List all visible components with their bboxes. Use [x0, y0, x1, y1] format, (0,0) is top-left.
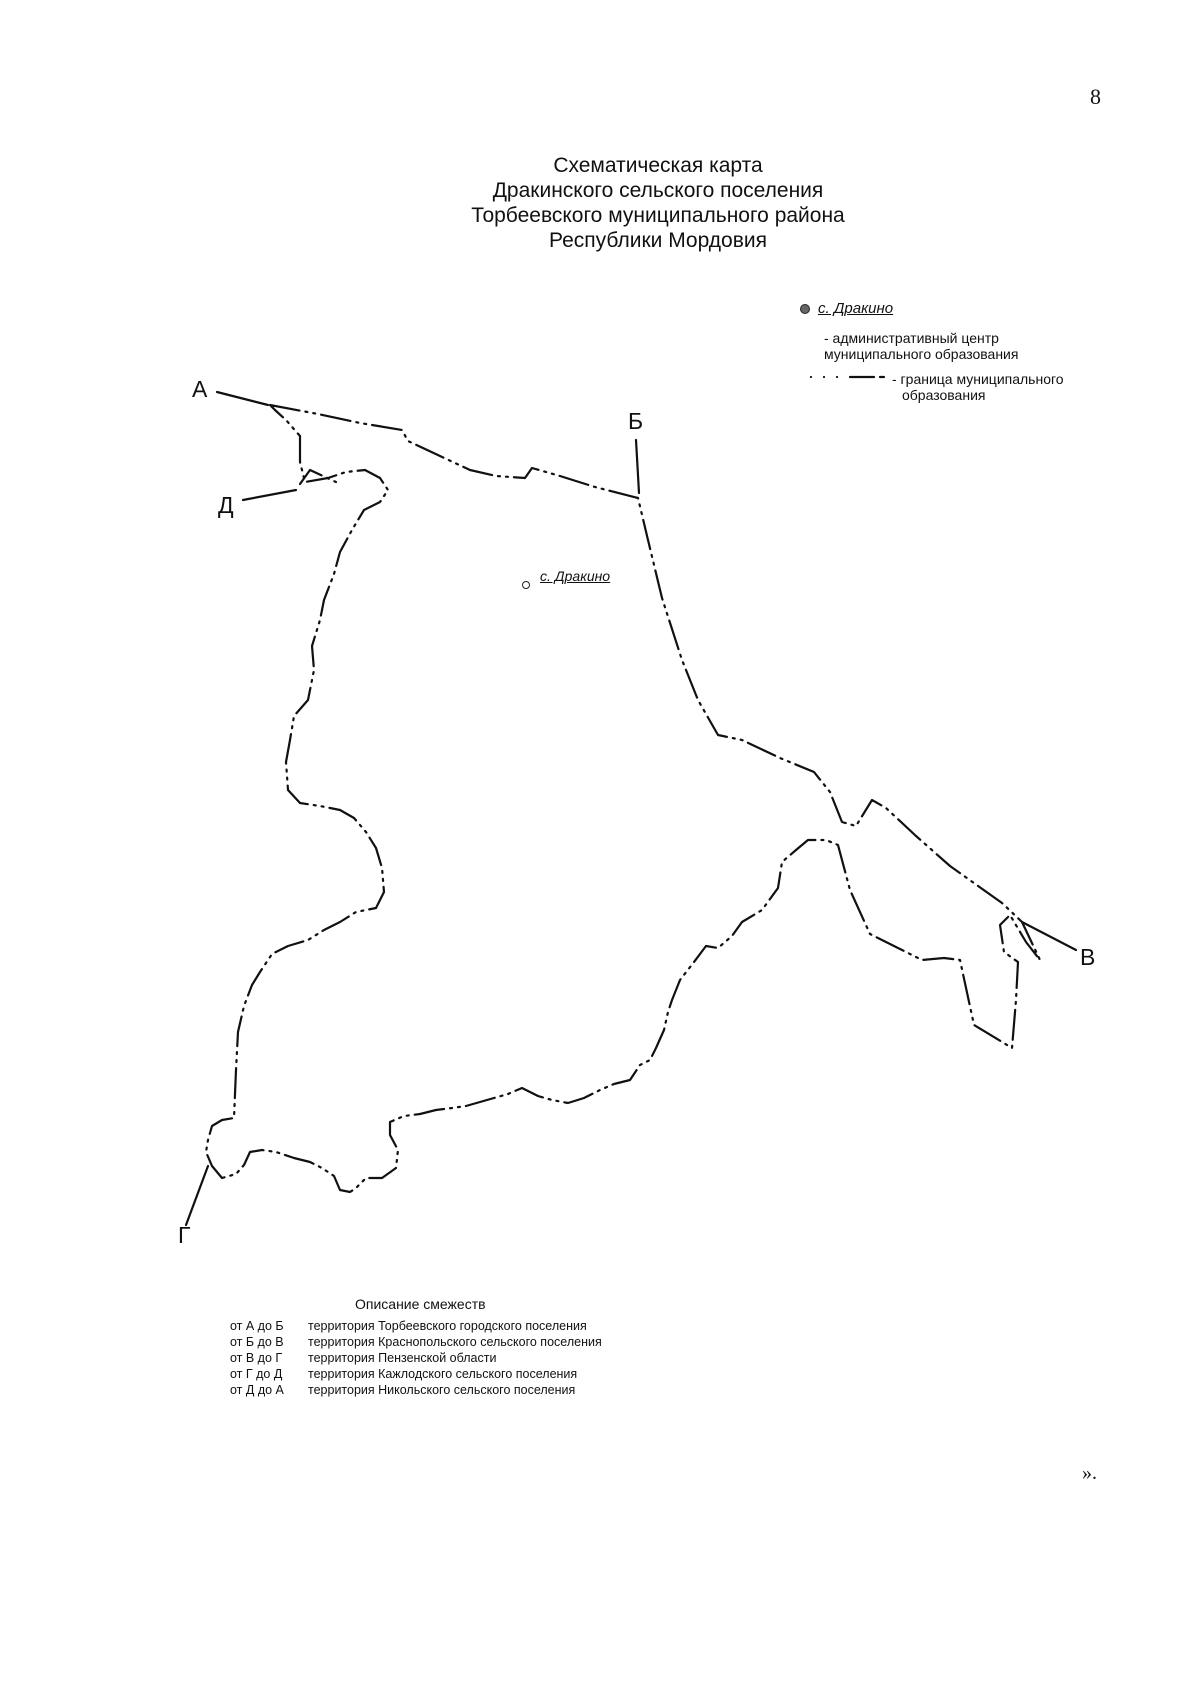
closing-quote-mark: ».	[1082, 1462, 1097, 1484]
page-number: 8	[1090, 84, 1101, 109]
map-village-label: с. Дракино	[540, 568, 611, 584]
adjacency-row	[230, 1318, 587, 1334]
legend-center-line-2: муниципального образования	[824, 346, 1019, 362]
title-line-4: Республики Мордовия	[549, 229, 767, 252]
boundary-line	[206, 405, 1040, 1192]
leader-line-a	[217, 392, 268, 405]
title-line-2: Дракинского сельского поселения	[492, 179, 824, 202]
legend-border-description	[892, 371, 1064, 403]
adjacency-from-to: от А до Б	[230, 1319, 284, 1333]
corner-label-a: А	[192, 376, 208, 402]
legend-center-description	[824, 330, 1018, 362]
village-marker-icon	[800, 304, 810, 314]
legend-border-line-2: образования	[902, 387, 986, 403]
title-line-3: Торбеевского муниципального района	[471, 204, 845, 227]
leader-line-d	[243, 490, 296, 500]
adjacency-row	[230, 1334, 602, 1350]
legend-center-row	[800, 300, 893, 317]
adjacency-title: Описание смежеств	[355, 1296, 486, 1312]
legend-center-line-1: - административный центр	[824, 330, 999, 346]
adjacency-row	[230, 1366, 577, 1382]
adjacency-territory: территория Торбеевского городского поселения	[308, 1319, 587, 1333]
title-line-1: Схематическая карта	[553, 154, 763, 177]
adjacency-from-to: от Д до А	[230, 1383, 284, 1397]
adjacency-territory: территория Никольского сельского поселения	[308, 1383, 576, 1397]
corner-label-b: Б	[628, 408, 644, 434]
adjacency-territory: территория Пензенской области	[308, 1351, 497, 1365]
corner-label-d: Д	[218, 492, 234, 518]
leader-line-g	[186, 1166, 208, 1225]
adjacency-row	[230, 1350, 496, 1366]
corner-label-v: В	[1080, 944, 1096, 970]
adjacency-row	[230, 1382, 575, 1398]
border-line-icon	[808, 371, 888, 385]
legend-village-name: с. Дракино	[818, 300, 894, 317]
map-village-marker-icon	[522, 581, 530, 589]
adjacency-from-to: от Г до Д	[230, 1367, 283, 1381]
legend-border-line-1: - граница муниципального	[892, 371, 1064, 387]
adjacency-territory: территория Краснопольского сельского поселения	[308, 1335, 602, 1349]
corner-label-g: Г	[178, 1222, 191, 1248]
adjacency-from-to: от Б до В	[230, 1335, 284, 1349]
leader-line-b	[636, 440, 639, 493]
adjacency-from-to: от В до Г	[230, 1351, 283, 1365]
adjacency-territory: территория Кажлодского сельского поселения	[308, 1367, 578, 1381]
